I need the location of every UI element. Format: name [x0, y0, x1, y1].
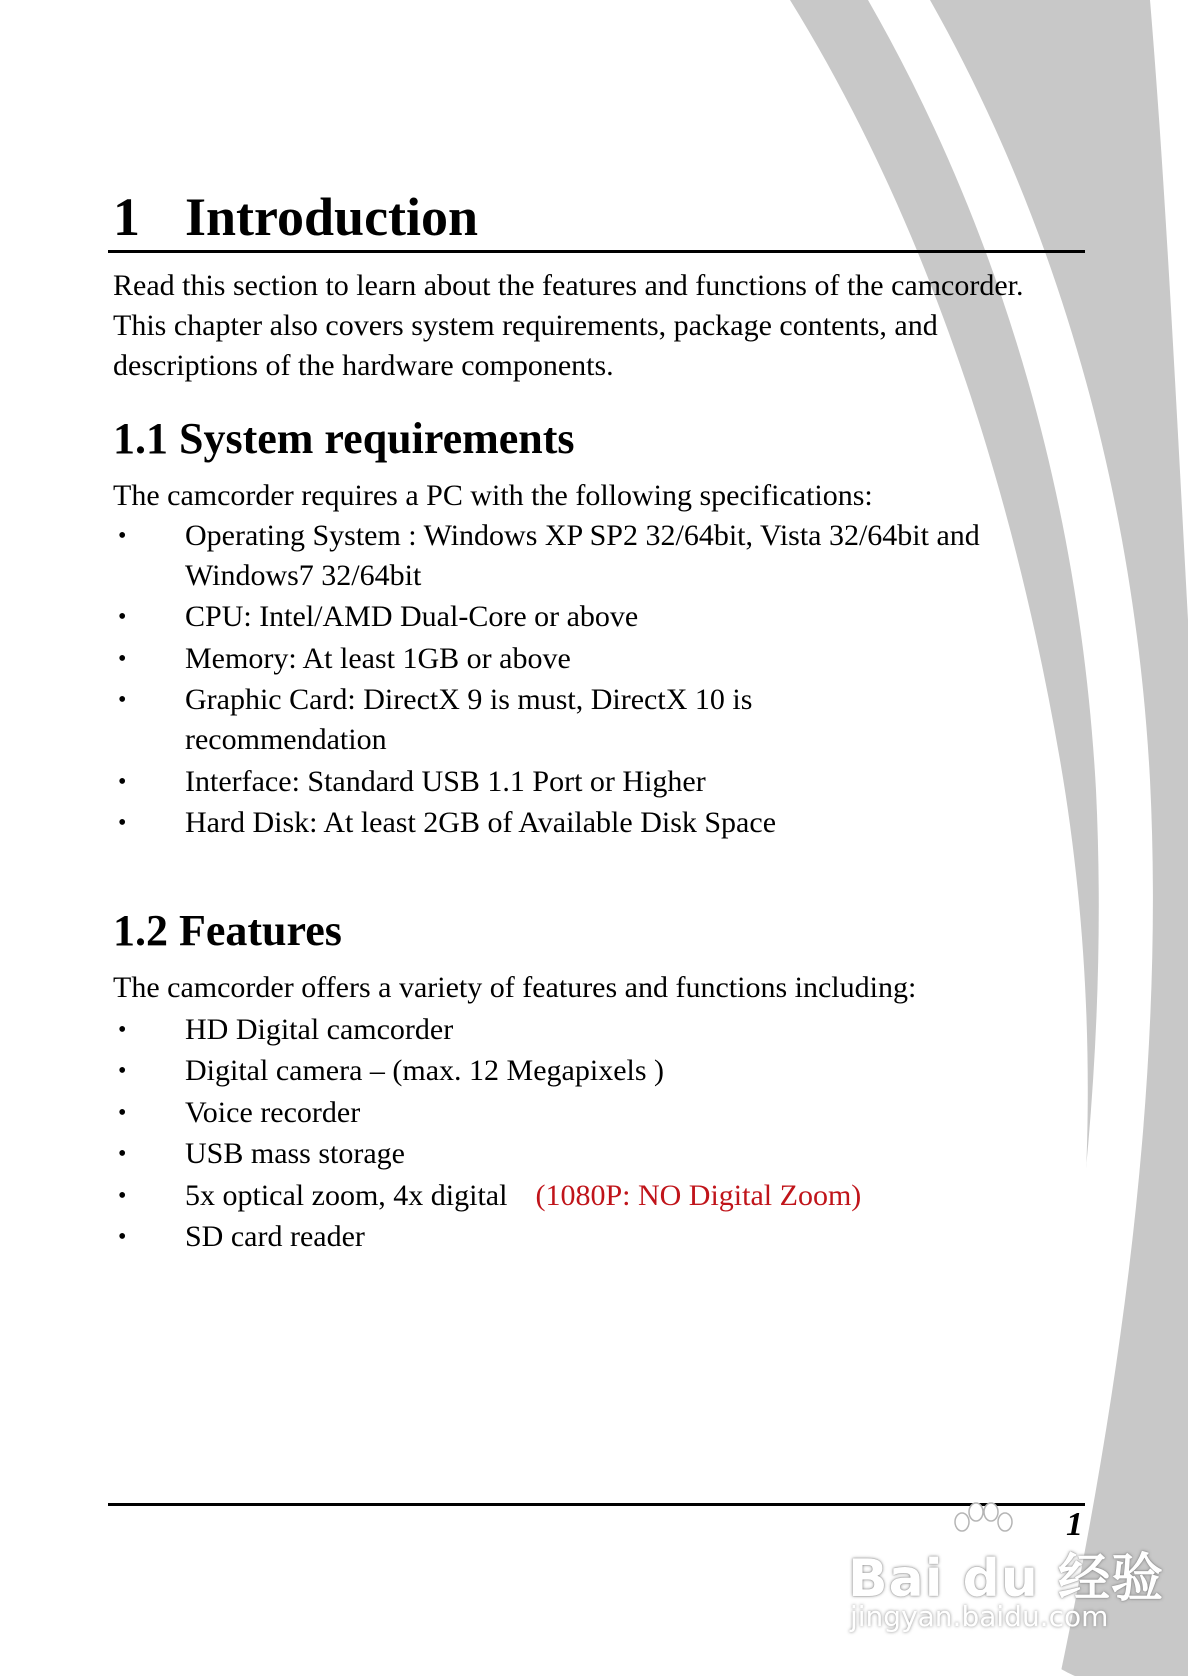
bullet-icon: •: [118, 1017, 127, 1043]
zoom-note: (1080P: NO Digital Zoom): [535, 1178, 862, 1212]
features-lead: The camcorder offers a variety of features and functions including:: [113, 971, 917, 1004]
list-item: • Voice recorder: [113, 1093, 1083, 1133]
bullet-icon: •: [118, 768, 127, 795]
list-item: • CPU: Intel/AMD Dual-Core or above: [113, 597, 1083, 637]
bullet-icon: •: [118, 645, 127, 672]
list-item: • SD card reader: [113, 1217, 1083, 1257]
list-item: • Operating System : Windows XP SP2 32/64bit, Vista 32/64bit and Windows7 32/64bit: [113, 516, 1083, 596]
intro-paragraph: Read this section to learn about the features and functions of the camcorder. This chapter also covers system requirements, package contents, and descriptions of the hardware components.: [113, 269, 1024, 382]
baidu-watermark: [838, 1500, 1164, 1640]
bullet-icon: •: [118, 1223, 127, 1250]
list-item: • Digital camera – (max. 12 Megapixels ): [113, 1051, 1083, 1091]
system-requirements-lead: The camcorder requires a PC with the following specifications:: [113, 479, 873, 512]
features-list: [113, 1010, 1083, 1258]
chapter-title-text: Introduction: [185, 187, 479, 247]
list-item: • Graphic Card: DirectX 9 is must, DirectX 10 is recommendation: [113, 680, 905, 760]
list-item: • Memory: At least 1GB or above: [113, 639, 1083, 679]
bullet-icon: •: [118, 523, 127, 549]
list-item: • USB mass storage: [113, 1134, 1083, 1174]
chapter-number: 1: [113, 187, 140, 247]
list-item: • HD Digital camcorder: [113, 1010, 1083, 1050]
bullet-icon: •: [118, 809, 127, 836]
bullet-icon: •: [118, 1058, 127, 1085]
paw-icon: [948, 1500, 1018, 1540]
system-requirements-list: [113, 516, 1083, 844]
watermark-url: jingyan.baidu.com: [850, 1600, 1109, 1633]
chapter-title: [113, 186, 478, 248]
bullet-icon: •: [118, 604, 127, 631]
watermark-logo: Bai du 经验: [848, 1549, 1164, 1609]
section-title-system-requirements: 1.1 System requirements: [113, 414, 575, 463]
list-item: • 5x optical zoom, 4x digital (1080P: NO Digital Zoom): [113, 1176, 1083, 1216]
bullet-icon: •: [118, 1099, 127, 1126]
bullet-icon: •: [118, 1182, 127, 1209]
page-number: 1: [1066, 1506, 1083, 1543]
list-item: • Interface: Standard USB 1.1 Port or Higher: [113, 762, 1083, 802]
top-rule: [108, 250, 1085, 253]
list-item: • Hard Disk: At least 2GB of Available Disk Space: [113, 803, 1083, 843]
bullet-icon: •: [118, 687, 127, 714]
section-title-features: 1.2 Features: [113, 906, 342, 955]
bullet-icon: •: [118, 1141, 127, 1168]
